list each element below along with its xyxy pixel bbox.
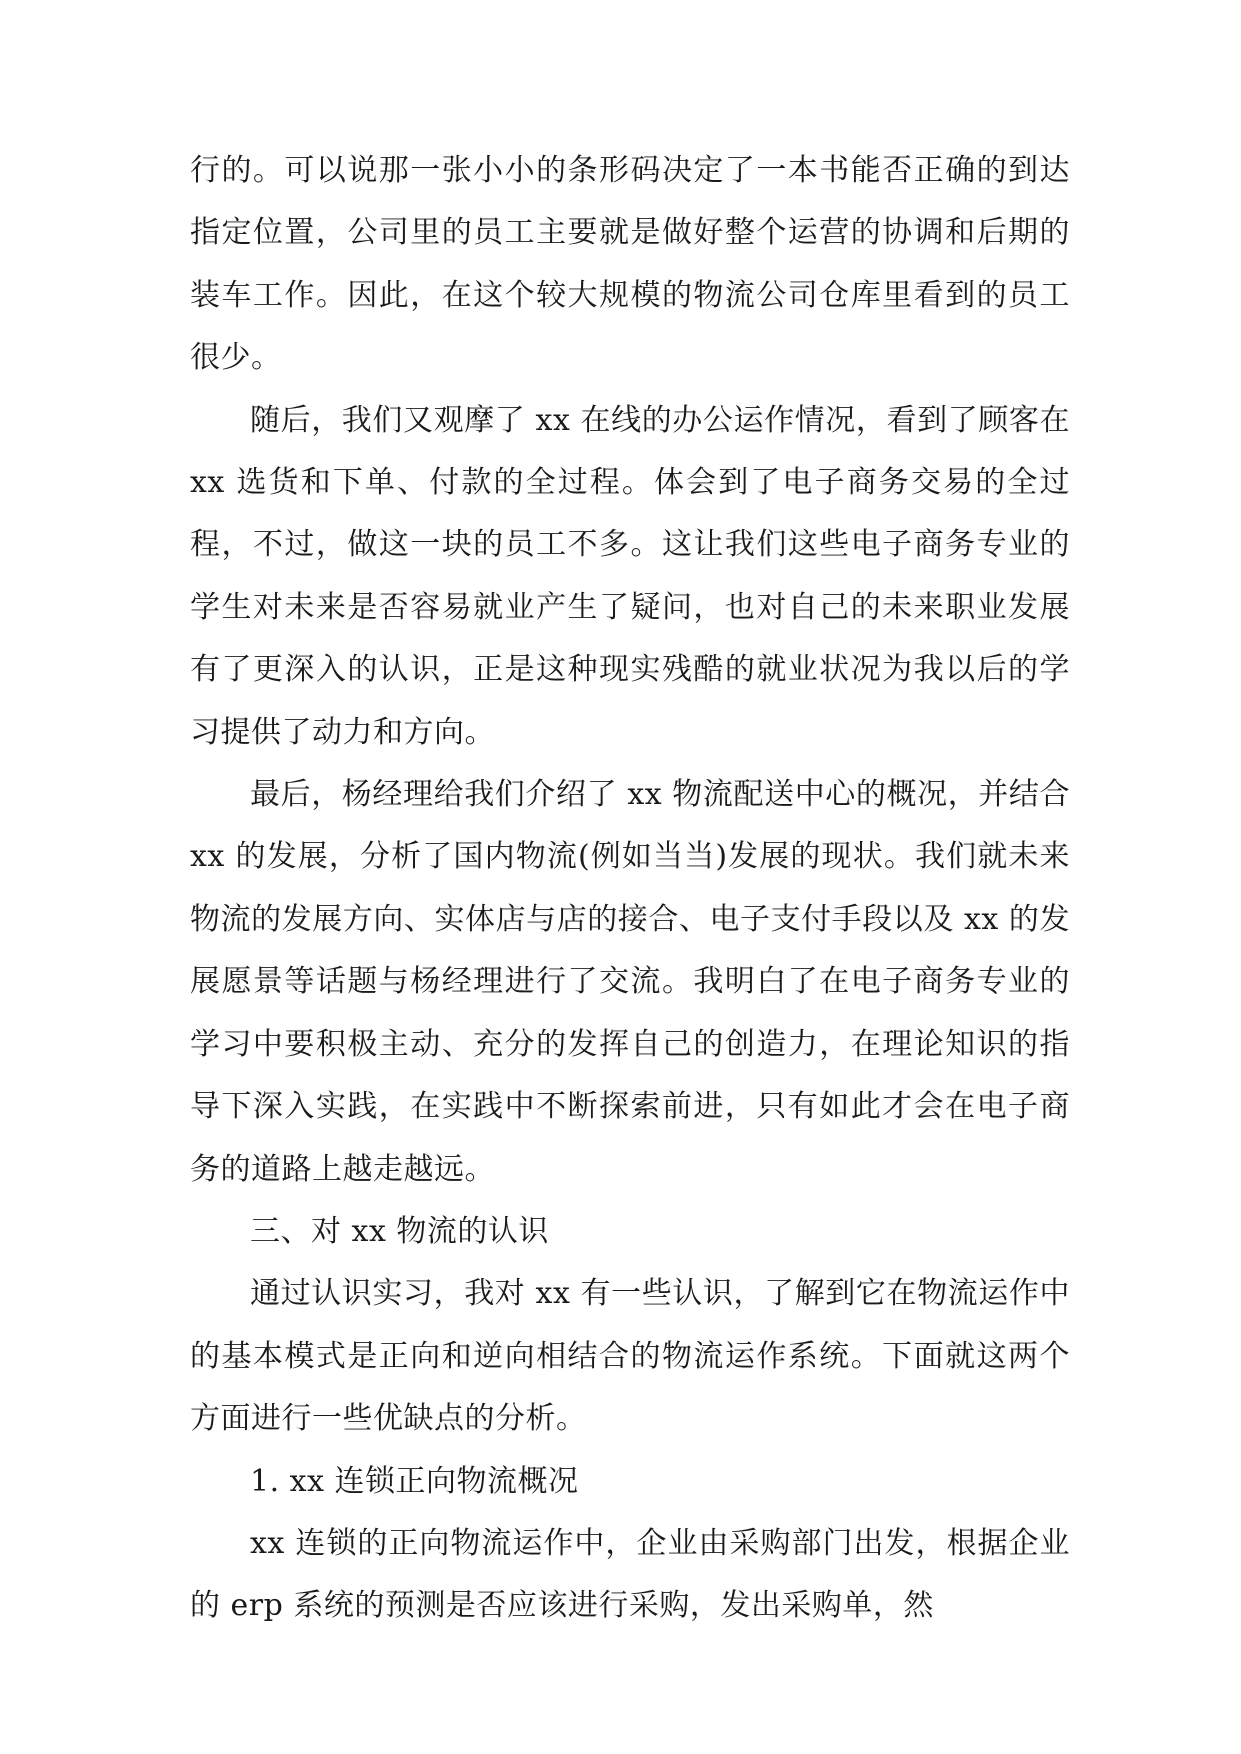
- document-body: [190, 140, 1070, 1638]
- paragraph-logistics-model: 通过认识实习，我对 xx 有一些认识，了解到它在物流运作中的基本模式是正向和逆向相结合的物流运作系统。下面就这两个方面进行一些优缺点的分析。: [190, 1276, 1070, 1437]
- paragraph-forward-logistics: xx 连锁的正向物流运作中，企业由采购部门出发，根据企业的 erp 系统的预测是否应该进行采购，发出采购单，然: [190, 1525, 1070, 1624]
- subsection-heading-forward-logistics: 1. xx 连锁正向物流概况: [250, 1463, 579, 1499]
- paragraph-online-office: 随后，我们又观摩了 xx 在线的办公运作情况，看到了顾客在 xx 选货和下单、付款的全过程。体会到了电子商务交易的全过程，不过，做这一块的员工不多。这让我们这些电子商务专业的学生对未来是否容易就业产生了疑问，也对自己的未来职业发展有了更深入的认识，正是这种现实残酷的就业状况为我以后的学习提供了动力和方向。: [190, 402, 1070, 750]
- section-heading-logistics-understanding: 三、对 xx 物流的认识: [250, 1213, 549, 1249]
- paragraph-barcode-warehouse: 行的。可以说那一张小小的条形码决定了一本书能否正确的到达指定位置，公司里的员工主要就是做好整个运营的协调和后期的装车工作。因此，在这个较大规模的物流公司仓库里看到的员工很少。: [190, 153, 1070, 376]
- paragraph-manager-intro: 最后，杨经理给我们介绍了 xx 物流配送中心的概况，并结合 xx 的发展，分析了国内物流(例如当当)发展的现状。我们就未来物流的发展方向、实体店与店的接合、电子支付手段以及 xx 的发展愿景等话题与杨经理进行了交流。我明白了在电子商务专业的学习中要积极主动、充分的发挥自己的创造力，在理论知识的指导下深入实践，在实践中不断探索前进，只有如此才会在电子商务的道路上越走越远。: [190, 777, 1070, 1187]
